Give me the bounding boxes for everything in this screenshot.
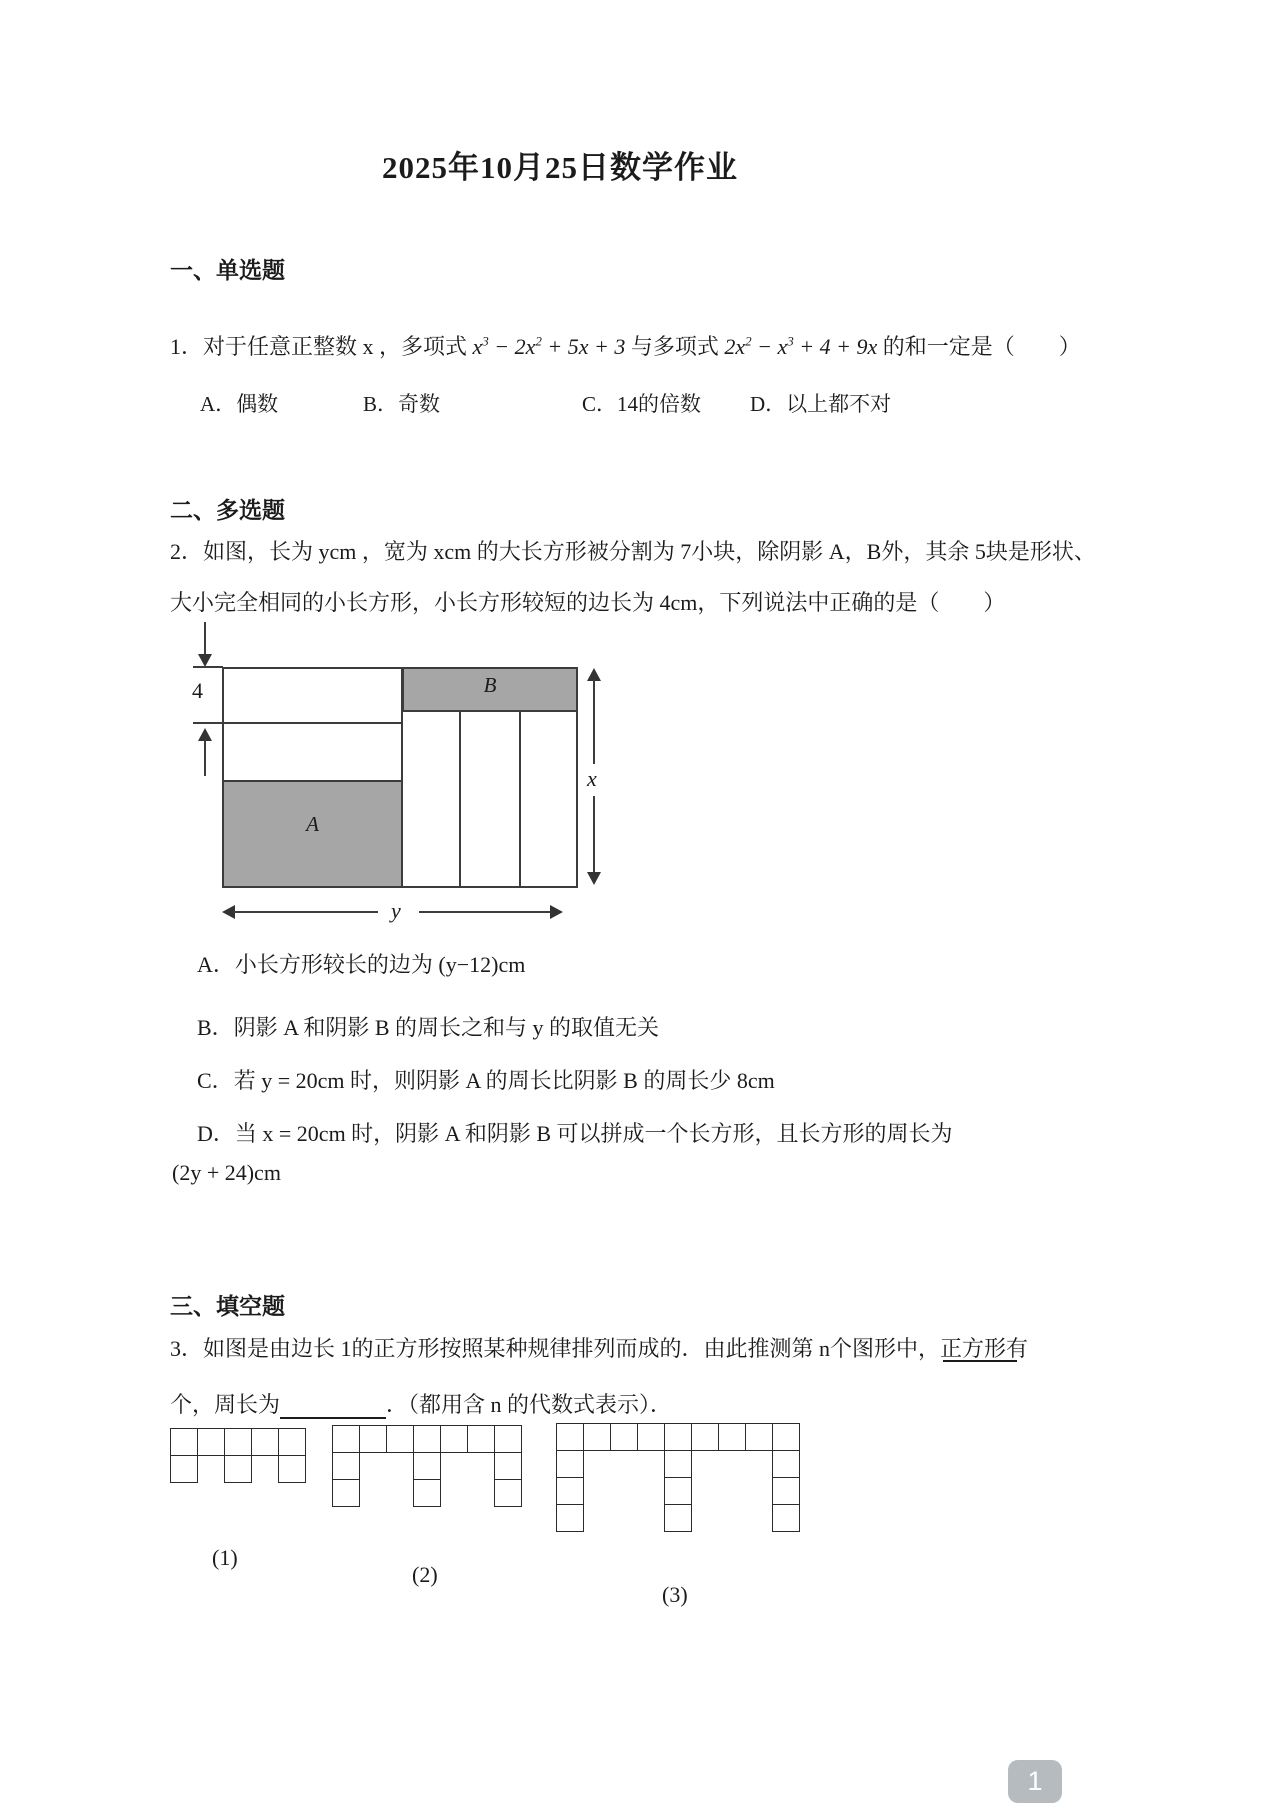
dimy-shaft-left (233, 911, 378, 913)
pattern-figure-3 (556, 1423, 809, 1535)
grid-cell (170, 1455, 198, 1483)
polynomial-2: $2x^2 - x^3 + 4 + 9x$ (724, 333, 878, 359)
strip-divider-line (193, 722, 403, 724)
vertical-strip-line-2 (519, 712, 521, 888)
q1-option-a: A．偶数 (200, 392, 279, 416)
q2-option-d-continuation: (2y + 24)cm (172, 1160, 281, 1185)
question-3-line1: 3．如图是由边长 1的正方形按照某种规律排列而成的．由此推测第 n个图形中，正方形有 (170, 1336, 1029, 1361)
section-heading-fill-blank: 三、填空题 (170, 1293, 285, 1319)
grid-cell (691, 1423, 719, 1451)
q2-option-a: A．小长方形较长的边为 (y−12)cm (197, 952, 526, 977)
dim4-arrow-shaft-bottom (204, 740, 206, 776)
grid-cell (170, 1428, 198, 1456)
grid-cell (413, 1479, 441, 1507)
q2-option-c: C．若 y = 20cm 时，则阴影 A 的周长比阴影 B 的周长少 8cm (197, 1068, 775, 1093)
q3-blank-2 (280, 1393, 386, 1419)
shaded-region-b (402, 667, 578, 712)
grid-cell (413, 1452, 441, 1480)
question-1-text (170, 330, 1081, 361)
dimy-label: y (391, 898, 401, 923)
polynomial-1: $x^3 - 2x^2 + 5x + 3$ (472, 333, 626, 359)
shaded-region-a (222, 780, 403, 888)
grid-cell (718, 1423, 746, 1451)
grid-cell (556, 1477, 584, 1505)
grid-cell (664, 1423, 692, 1451)
q2-option-b: B．阴影 A 和阴影 B 的周长之和与 y 的取值无关 (197, 1015, 660, 1040)
dim4-arrow-shaft-top (204, 622, 206, 656)
grid-cell (224, 1428, 252, 1456)
grid-cell (556, 1450, 584, 1478)
grid-cell (772, 1450, 800, 1478)
label-a: A (306, 812, 319, 836)
grid-cell (494, 1479, 522, 1507)
pattern-figure-1 (170, 1428, 315, 1486)
question-1-mid: 与多项式 (630, 334, 719, 359)
q2-option-d: D．当 x = 20cm 时，阴影 A 和阴影 B 可以拼成一个长方形，且长方形的周长为 (197, 1121, 953, 1146)
dimy-shaft-right (419, 911, 551, 913)
dimx-label: x (587, 766, 597, 791)
grid-cell (664, 1450, 692, 1478)
grid-cell (664, 1504, 692, 1532)
question-3-line2: 个，周长为 ．（都用含 n 的代数式表示）． (170, 1392, 673, 1417)
grid-cell (332, 1452, 360, 1480)
question-1-prefix: 1．对于任意正整数 x ，多项式 (170, 334, 468, 359)
page-title: 2025年10月25日数学作业 (382, 150, 738, 185)
grid-cell (494, 1452, 522, 1480)
section-heading-multi-choice: 二、多选题 (170, 497, 285, 523)
grid-cell (772, 1423, 800, 1451)
grid-cell (637, 1423, 665, 1451)
grid-cell (772, 1477, 800, 1505)
grid-cell (278, 1455, 306, 1483)
grid-cell (556, 1504, 584, 1532)
page-number-badge: 1 (1008, 1760, 1062, 1803)
grid-cell (467, 1425, 495, 1453)
q3-blank-1 (943, 1336, 1017, 1362)
grid-cell (494, 1425, 522, 1453)
grid-cell (772, 1504, 800, 1532)
dimx-arrowhead-down-icon (587, 872, 601, 885)
grid-cell (359, 1425, 387, 1453)
label-b: B (483, 673, 497, 697)
grid-cell (332, 1479, 360, 1507)
rectangle-figure (170, 620, 650, 932)
question-2-line1: 2．如图，长为 ycm ，宽为 xcm 的大长方形被分割为 7小块，除阴影 A，B外，其余 5块是形状、 (170, 539, 1096, 564)
pattern-figure-1-caption: (1) (212, 1545, 238, 1570)
dim4-label: 4 (192, 678, 203, 703)
pattern-figure-2 (332, 1425, 531, 1510)
pattern-figure-3-caption: (3) (662, 1582, 688, 1607)
section-heading-single-choice: 一、单选题 (170, 257, 285, 283)
grid-cell (278, 1428, 306, 1456)
question-2-line2: 大小完全相同的小长方形，小长方形较短的边长为 4cm，下列说法中正确的是（ ） (170, 590, 1006, 615)
dimx-shaft-top (593, 680, 595, 764)
q1-option-c: C．14的倍数 (582, 392, 702, 416)
dim4-tick-top (193, 666, 223, 668)
grid-cell (251, 1428, 279, 1456)
grid-cell (556, 1423, 584, 1451)
dimx-shaft-bottom (593, 796, 595, 874)
question-1-suffix: 的和一定是（ ） (882, 334, 1081, 359)
q1-option-d: D．以上都不对 (750, 392, 892, 416)
pattern-figure-2-caption: (2) (412, 1562, 438, 1587)
grid-cell (664, 1477, 692, 1505)
vertical-strip-line-1 (459, 712, 461, 888)
grid-cell (610, 1423, 638, 1451)
grid-cell (745, 1423, 773, 1451)
grid-cell (583, 1423, 611, 1451)
grid-cell (224, 1455, 252, 1483)
grid-cell (386, 1425, 414, 1453)
grid-cell (197, 1428, 225, 1456)
grid-cell (413, 1425, 441, 1453)
grid-cell (332, 1425, 360, 1453)
grid-cell (440, 1425, 468, 1453)
q1-option-b: B．奇数 (363, 392, 441, 416)
dimy-arrowhead-right-icon (550, 905, 563, 919)
